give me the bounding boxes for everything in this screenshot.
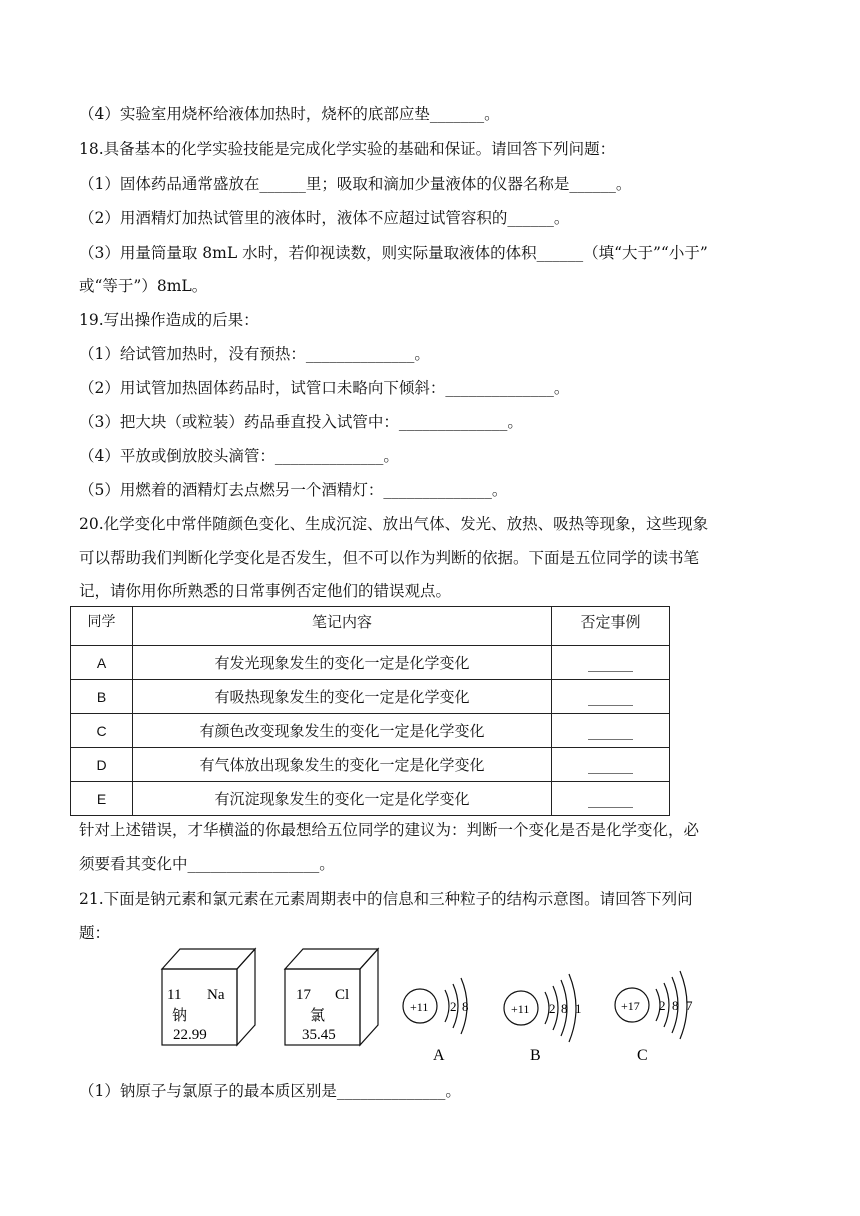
- q19-1-text: （1）给试管加热时，没有预热：______________。: [79, 345, 430, 363]
- na-mass: 22.99: [173, 1027, 207, 1043]
- q18-3-text-b: 或“等于”）8mL。: [79, 277, 208, 295]
- particle-b-shell-3: 1: [575, 1001, 582, 1016]
- q19-2-text: （2）用试管加热固体药品时，试管口未略向下倾斜：______________。: [79, 379, 570, 397]
- header-student: 同学: [71, 607, 133, 646]
- q20-advice-a: 针对上述错误，才华横溢的你最想给五位同学的建议为：判断一个变化是否是化学变化，必: [79, 821, 700, 839]
- particle-c-label: C: [637, 1047, 648, 1064]
- particle-c-nucleus: +17: [621, 999, 640, 1013]
- example-blank: ______: [552, 748, 670, 782]
- particle-b-label: B: [530, 1047, 541, 1064]
- particle-a-shell-2: 8: [462, 999, 469, 1014]
- note-cell: 有发光现象发生的变化一定是化学变化: [133, 646, 552, 680]
- q19-stem: 19.写出操作造成的后果：: [79, 311, 259, 329]
- example-blank: ______: [552, 646, 670, 680]
- q21-stem-a: 21.下面是钠元素和氯元素在元素周期表中的信息和三种粒子的结构示意图。请回答下列问: [79, 890, 693, 908]
- cl-mass: 35.45: [302, 1027, 336, 1043]
- particle-b-shell-1: 2: [549, 1001, 556, 1016]
- cl-number: 17: [296, 987, 311, 1003]
- particle-a-nucleus: +11: [410, 1000, 429, 1014]
- student-cell: A: [71, 646, 133, 680]
- header-note: 笔记内容: [133, 607, 552, 646]
- q20-stem-b: 可以帮助我们判断化学变化是否发生，但不可以作为判断的依据。下面是五位同学的读书笔: [79, 549, 700, 567]
- na-name: 钠: [172, 1008, 188, 1024]
- q21-1-text: （1）钠原子与氯原子的最本质区别是______________。: [79, 1082, 461, 1100]
- note-cell: 有沉淀现象发生的变化一定是化学变化: [133, 782, 552, 816]
- particle-c-shell-3: 7: [686, 998, 693, 1013]
- q18-1-text: （1）固体药品通常盛放在______里；吸取和滴加少量液体的仪器名称是______。: [79, 175, 632, 193]
- particle-a-label: A: [433, 1047, 445, 1064]
- q20-stem-c: 记，请你用你所熟悉的日常事例否定他们的错误观点。: [79, 582, 452, 600]
- example-blank: ______: [552, 680, 670, 714]
- q19-5-text: （5）用燃着的酒精灯去点燃另一个酒精灯：______________。: [79, 481, 508, 499]
- example-blank: ______: [552, 782, 670, 816]
- cl-name: 氯: [310, 1008, 326, 1024]
- na-symbol: Na: [207, 987, 225, 1003]
- note-cell: 有气体放出现象发生的变化一定是化学变化: [133, 748, 552, 782]
- q19-4-text: （4）平放或倒放胶头滴管：______________。: [79, 447, 399, 465]
- particle-b-nucleus: +11: [511, 1002, 530, 1016]
- q19-3-text: （3）把大块（或粒装）药品垂直投入试管中：______________。: [79, 413, 523, 431]
- example-blank: ______: [552, 714, 670, 748]
- particle-a-shell-1: 2: [450, 999, 457, 1014]
- particle-c-shell-1: 2: [659, 998, 666, 1013]
- student-cell: B: [71, 680, 133, 714]
- q18-3-text-a: （3）用量筒量取 8mL 水时，若仰视读数，则实际量取液体的体积______（填“大于”“小于”: [79, 244, 708, 262]
- q18-stem: 18.具备基本的化学实验技能是完成化学实验的基础和保证。请回答下列问题：: [79, 140, 616, 158]
- note-cell: 有吸热现象发生的变化一定是化学变化: [133, 680, 552, 714]
- student-cell: D: [71, 748, 133, 782]
- q17-4-text: （4）实验室用烧杯给液体加热时，烧杯的底部应垫_______。: [79, 105, 500, 123]
- header-example: 否定事例: [552, 607, 670, 646]
- q20-stem-a: 20.化学变化中常伴随颜色变化、生成沉淀、放出气体、发光、放热、吸热等现象，这些现象: [79, 515, 709, 533]
- note-cell: 有颜色改变现象发生的变化一定是化学变化: [133, 714, 552, 748]
- cl-symbol: Cl: [335, 987, 350, 1003]
- q18-2-text: （2）用酒精灯加热试管里的液体时，液体不应超过试管容积的______。: [79, 209, 570, 227]
- na-number: 11: [167, 987, 182, 1003]
- student-cell: E: [71, 782, 133, 816]
- particle-c-shell-2: 8: [672, 998, 679, 1013]
- student-cell: C: [71, 714, 133, 748]
- particle-b-shell-2: 8: [561, 1001, 568, 1016]
- q21-stem-b: 题：: [79, 924, 111, 942]
- q20-advice-b: 须要看其变化中_________________。: [79, 855, 335, 873]
